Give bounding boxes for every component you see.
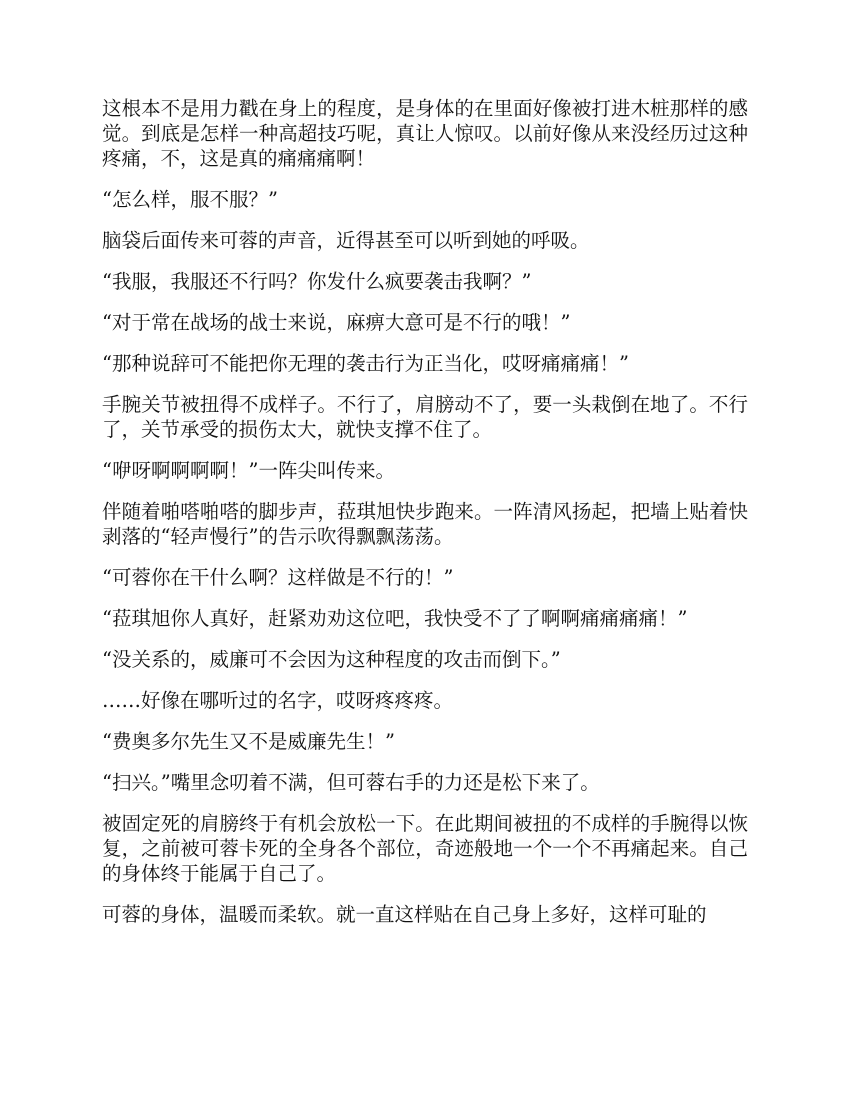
paragraph: 可蓉的身体，温暖而柔软。就一直这样贴在自己身上多好，这样可耻的 — [102, 903, 707, 926]
paragraph: “怎么样，服不服？” — [102, 188, 278, 211]
paragraph: “那种说辞可不能把你无理的袭击行为正当化，哎呀痛痛痛！” — [102, 352, 629, 375]
paragraph: ……好像在哪听过的名字，哎呀疼疼疼。 — [102, 689, 454, 712]
paragraph: “咿呀啊啊啊啊！”一阵尖叫传来。 — [102, 459, 395, 482]
paragraph: “费奥多尔先生又不是威廉先生！” — [102, 730, 395, 753]
paragraph: 伴随着啪嗒啪嗒的脚步声，菈琪旭快步跑来。一阵清风扬起，把墙上贴着快剥落的“轻声慢行”的告示吹得飘飘荡荡。 — [102, 500, 748, 548]
paragraph: “对于常在战场的战士来说，麻痹大意可是不行的哦！” — [102, 311, 571, 334]
paragraph: “我服，我服还不行吗？你发什么疯要袭击我啊？” — [102, 270, 532, 293]
paragraph: 脑袋后面传来可蓉的声音，近得甚至可以听到她的呼吸。 — [102, 229, 590, 252]
paragraph: “没关系的，威廉可不会因为这种程度的攻击而倒下。” — [102, 648, 561, 671]
paragraph: “菈琪旭你人真好，赶紧劝劝这位吧，我快受不了了啊啊痛痛痛痛！” — [102, 607, 688, 630]
paragraph: 被固定死的肩膀终于有机会放松一下。在此期间被扭的不成样的手腕得以恢复，之前被可蓉卡死的全身各个部位，奇迹般地一个一个不再痛起来。自己的身体终于能属于自己了。 — [102, 812, 748, 885]
paragraph: “扫兴。”嘴里念叨着不满，但可蓉右手的力还是松下来了。 — [102, 771, 600, 794]
paragraph: 这根本不是用力戳在身上的程度，是身体的在里面好像被打进木桩那样的感觉。到底是怎样一种高超技巧呢，真让人惊叹。以前好像从来没经历过这种疼痛，不，这是真的痛痛痛啊！ — [102, 97, 748, 170]
paragraph: 手腕关节被扭得不成样子。不行了，肩膀动不了，要一头栽倒在地了。不行了，关节承受的损伤太大，就快支撑不住了。 — [102, 393, 748, 441]
document-page — [102, 96, 748, 943]
paragraph: “可蓉你在干什么啊？这样做是不行的！” — [102, 566, 454, 589]
